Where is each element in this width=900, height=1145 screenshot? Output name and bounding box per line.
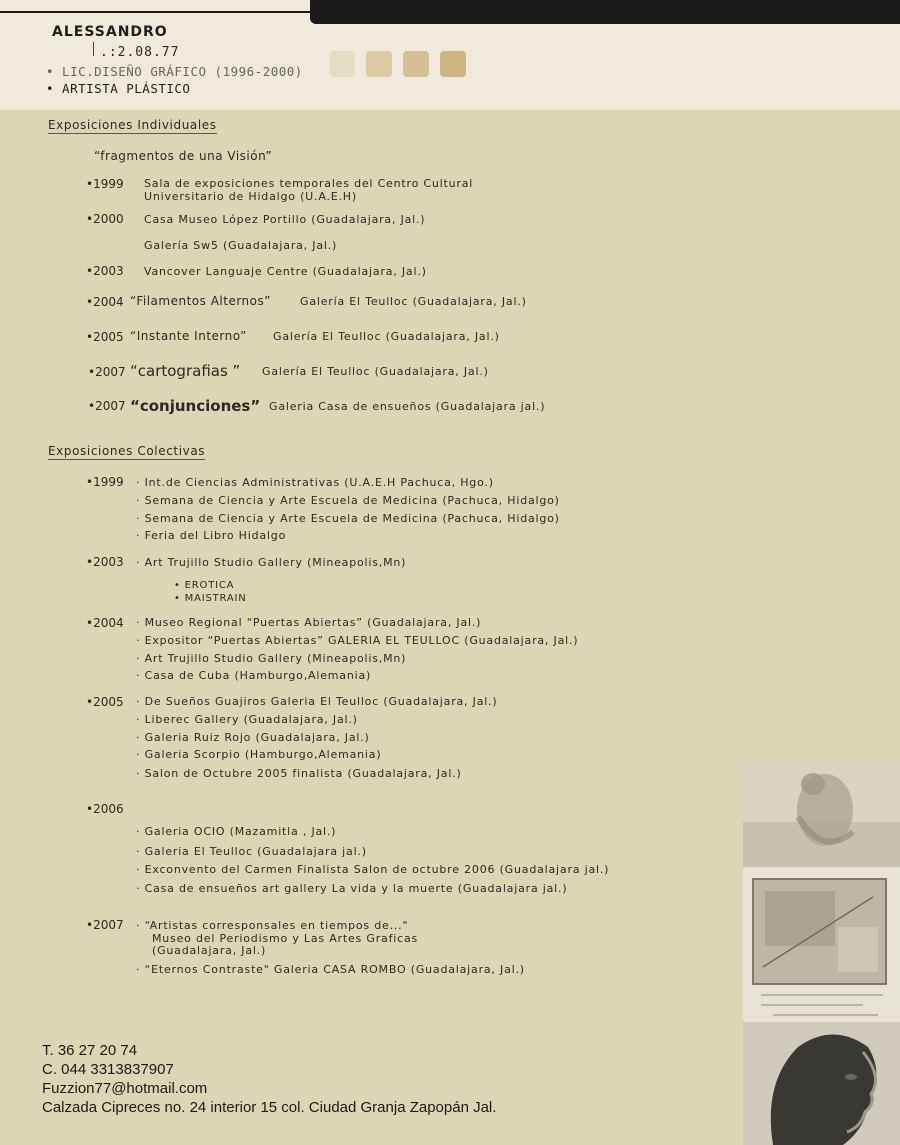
list-item: · Galeria Ruiz Rojo (Guadalajara, Jal.): [136, 731, 370, 744]
list-item: · Semana de Ciencia y Arte Escuela de Medicina (Pachuca, Hidalgo): [136, 512, 560, 525]
sub-list-item: • EROTICA: [174, 580, 235, 591]
list-item-continued: Museo del Periodismo y Las Artes Graficas: [152, 932, 419, 945]
swatch-square: [440, 51, 466, 77]
list-item: · Galeria OCIO (Mazamitla , Jal.): [136, 825, 337, 838]
list-item: · Salon de Octubre 2005 finalista (Guadalajara, Jal.): [136, 767, 462, 780]
list-item: · Art Trujillo Studio Gallery (Mineapolis,Mn): [136, 652, 407, 665]
list-item: · Galeria Scorpio (Hamburgo,Alemania): [136, 748, 382, 761]
year-label: •2006: [86, 802, 124, 816]
year-label: •2004: [86, 295, 124, 309]
list-item: · Int.de Ciencias Administrativas (U.A.E.H Pachuca, Hgo.): [136, 476, 494, 489]
top-bar: [310, 0, 900, 24]
section-heading-individual: Exposiciones Individuales: [48, 118, 217, 132]
year-label: •2005: [86, 695, 124, 709]
contact-cell: C. 044 3313837907: [42, 1061, 174, 1078]
year-label: •2000: [86, 212, 124, 226]
face-profile-artwork: [743, 1022, 900, 1145]
divider-tick: [93, 42, 94, 56]
swatch-square: [329, 51, 355, 77]
year-label: •2007: [86, 918, 124, 932]
entry-text: Universitario de Hidalgo (U.A.E.H): [144, 190, 357, 203]
top-rule: [0, 11, 310, 13]
entry-text: Galería El Teulloc (Guadalajara, Jal.): [273, 330, 500, 343]
year-label: •2007: [88, 399, 126, 413]
list-item: · Casa de Cuba (Hamburgo,Alemania): [136, 669, 372, 682]
list-item: · Liberec Gallery (Guadalajara, Jal.): [136, 713, 358, 726]
entry-text: Vancover Languaje Centre (Guadalajara, Jal.): [144, 265, 427, 278]
entry-text: Galería El Teulloc (Guadalajara, Jal.): [300, 295, 527, 308]
exhibition-title: “conjunciones”: [130, 397, 261, 415]
year-label: •1999: [86, 475, 124, 489]
abstract-canvas-artwork: [743, 867, 900, 1025]
year-label: •2003: [86, 264, 124, 278]
sub-list-item: • MAISTRAIN: [174, 593, 247, 604]
contact-email[interactable]: Fuzzion77@hotmail.com: [42, 1080, 208, 1097]
list-item: · Galeria El Teulloc (Guadalajara jal.): [136, 845, 367, 858]
year-label: •1999: [86, 177, 124, 191]
year-label: •2004: [86, 616, 124, 630]
birth-date: .:2.08.77: [100, 45, 180, 60]
list-item: · De Sueños Guajiros Galeria El Teulloc (Guadalajara, Jal.): [136, 695, 498, 708]
series-title: “fragmentos de una Visión”: [94, 149, 273, 163]
degree: • LIC.DISEÑO GRÁFICO (1996-2000): [46, 64, 303, 79]
list-item: · Semana de Ciencia y Arte Escuela de Medicina (Pachuca, Hidalgo): [136, 494, 560, 507]
entry-text: Galería Sw5 (Guadalajara, Jal.): [144, 239, 338, 252]
year-label: •2003: [86, 555, 124, 569]
list-item: · “Eternos Contraste" Galeria CASA ROMBO (Guadalajara, Jal.): [136, 963, 525, 976]
profession: • ARTISTA PLÁSTICO: [46, 81, 191, 96]
list-item: · Art Trujillo Studio Gallery (Mineapolis,Mn): [136, 556, 407, 569]
list-item: · Casa de ensueños art gallery La vida y la muerte (Guadalajara jal.): [136, 882, 568, 895]
entry-text: Galería El Teulloc (Guadalajara, Jal.): [262, 365, 489, 378]
exhibition-title: “Filamentos Alternos”: [130, 294, 271, 308]
entry-text: Casa Museo López Portillo (Guadalajara, Jal.): [144, 213, 426, 226]
swatch-square: [366, 51, 392, 77]
exhibition-title: “Instante Interno”: [130, 329, 247, 343]
list-item: · Museo Regional “Puertas Abiertas” (Guadalajara, Jal.): [136, 616, 482, 629]
crouching-figure-artwork: [743, 762, 900, 867]
contact-address: Calzada Cipreces no. 24 interior 15 col. Ciudad Granja Zapopán Jal.: [42, 1099, 497, 1116]
year-label: •2005: [86, 330, 124, 344]
exhibition-title: “cartografias ”: [130, 362, 241, 380]
contact-phone: T. 36 27 20 74: [42, 1042, 138, 1059]
list-item: · Expositor “Puertas Abiertas” GALERIA EL TEULLOC (Guadalajara, Jal.): [136, 634, 579, 647]
section-heading-collective: Exposiciones Colectivas: [48, 444, 206, 458]
entry-text: Sala de exposiciones temporales del Centro Cultural: [144, 177, 474, 190]
list-item-continued: (Guadalajara, Jal.): [152, 944, 267, 957]
swatch-square: [403, 51, 429, 77]
list-item: · Feria del Libro Hidalgo: [136, 529, 287, 542]
artist-name: ALESSANDRO: [52, 24, 168, 40]
list-item: · “Artistas corresponsales en tiempos de...": [136, 919, 409, 932]
list-item: · Exconvento del Carmen Finalista Salon de octubre 2006 (Guadalajara jal.): [136, 863, 610, 876]
year-label: •2007: [88, 365, 126, 379]
entry-text: Galeria Casa de ensueños (Guadalajara jal.): [269, 400, 546, 413]
